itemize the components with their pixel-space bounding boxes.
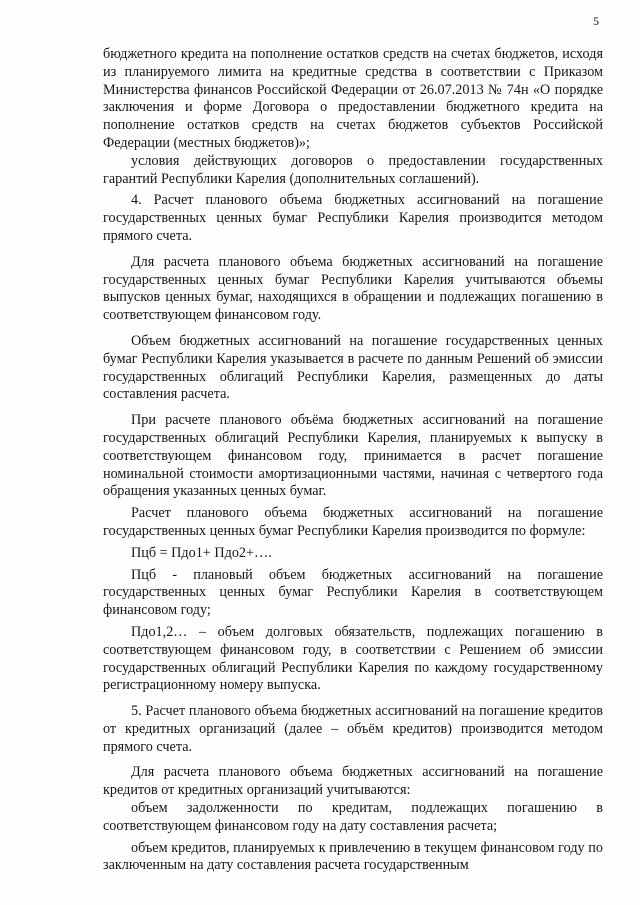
document-body	[103, 46, 603, 875]
paragraph-section-5-heading: 5. Расчет планового объема бюджетных ассигнований на погашение кредитов от кредитных организаций (далее – объём кредитов) производится методом прямого счета.	[103, 703, 603, 755]
paragraph-budget-credit-order: бюджетного кредита на пополнение остатков средств на счетах бюджетов, исходя из планируемого лимита на кредитные средства в соответствии с Приказом Министерства финансов Российской Федерации от 26.07.2013 № 74н «О порядке заключения и форме Договора о предоставлении бюджетного кредита на пополнение остатков средств на счетах бюджетов субъектов Российской Федерации (местных бюджетов)»;	[103, 46, 603, 151]
paragraph-emission-decisions: Объем бюджетных ассигнований на погашение государственных ценных бумаг Республики Карелия указывается в расчете по данным Решений об эмиссии государственных облигаций Республики Карелия, размещенных до даты составления расчета.	[103, 332, 603, 403]
paragraph-formula: Пцб = Пдо1+ Пдо2+….	[131, 544, 272, 561]
paragraph-section-4-heading: 4. Расчет планового объема бюджетных ассигнований на погашение государственных ценных бумаг Республики Карелия производится методом прямого счета.	[103, 192, 603, 244]
paragraph-formula-pdo-definition: Пдо1,2… – объем долговых обязательств, подлежащих погашению в соответствующем финансовом году, в соответствии с Решением об эмиссии государственных облигаций Республики Карелия по каждому государственному регистрационному номеру выпуска.	[103, 623, 603, 694]
page-number: 5	[593, 14, 599, 28]
paragraph-credits-considered: Для расчета планового объема бюджетных ассигнований на погашение кредитов от кредитных организаций учитываются:	[103, 764, 603, 799]
paragraph-amortization: При расчете планового объёма бюджетных ассигнований на погашение государственных облигаций Республики Карелия, планируемых к выпуску в соответствующем финансовом году, принимается в расчет погашение номинальной стоимости амортизационными частями, начиная с четвертого года обращения указанных ценных бумаг.	[103, 412, 603, 500]
paragraph-guarantee-conditions: условия действующих договоров о предоставлении государственных гарантий Республики Карелия (дополнительных соглашений).	[103, 152, 603, 187]
paragraph-formula-pcb-definition: Пцб - плановый объем бюджетных ассигнований на погашение государственных ценных бумаг Республики Карелия в соответствующем финансовом году;	[103, 566, 603, 619]
paragraph-formula-intro: Расчет планового объема бюджетных ассигнований на погашение государственных ценных бумаг Республики Карелия производится по формуле:	[103, 505, 603, 539]
paragraph-planned-credits: объем кредитов, планируемых к привлечению в текущем финансовом году по заключенным на дату составления расчета государственным	[103, 839, 603, 874]
paragraph-securities-volumes: Для расчета планового объема бюджетных ассигнований на погашение государственных ценных бумаг Республики Карелия учитываются объемы выпусков ценных бумаг, находящихся в обращении и подлежащих погашению в соответствующем финансовом году.	[103, 253, 603, 324]
paragraph-debt-volume: объем задолженности по кредитам, подлежащих погашению в соответствующем финансовом году на дату составления расчета;	[103, 800, 603, 834]
